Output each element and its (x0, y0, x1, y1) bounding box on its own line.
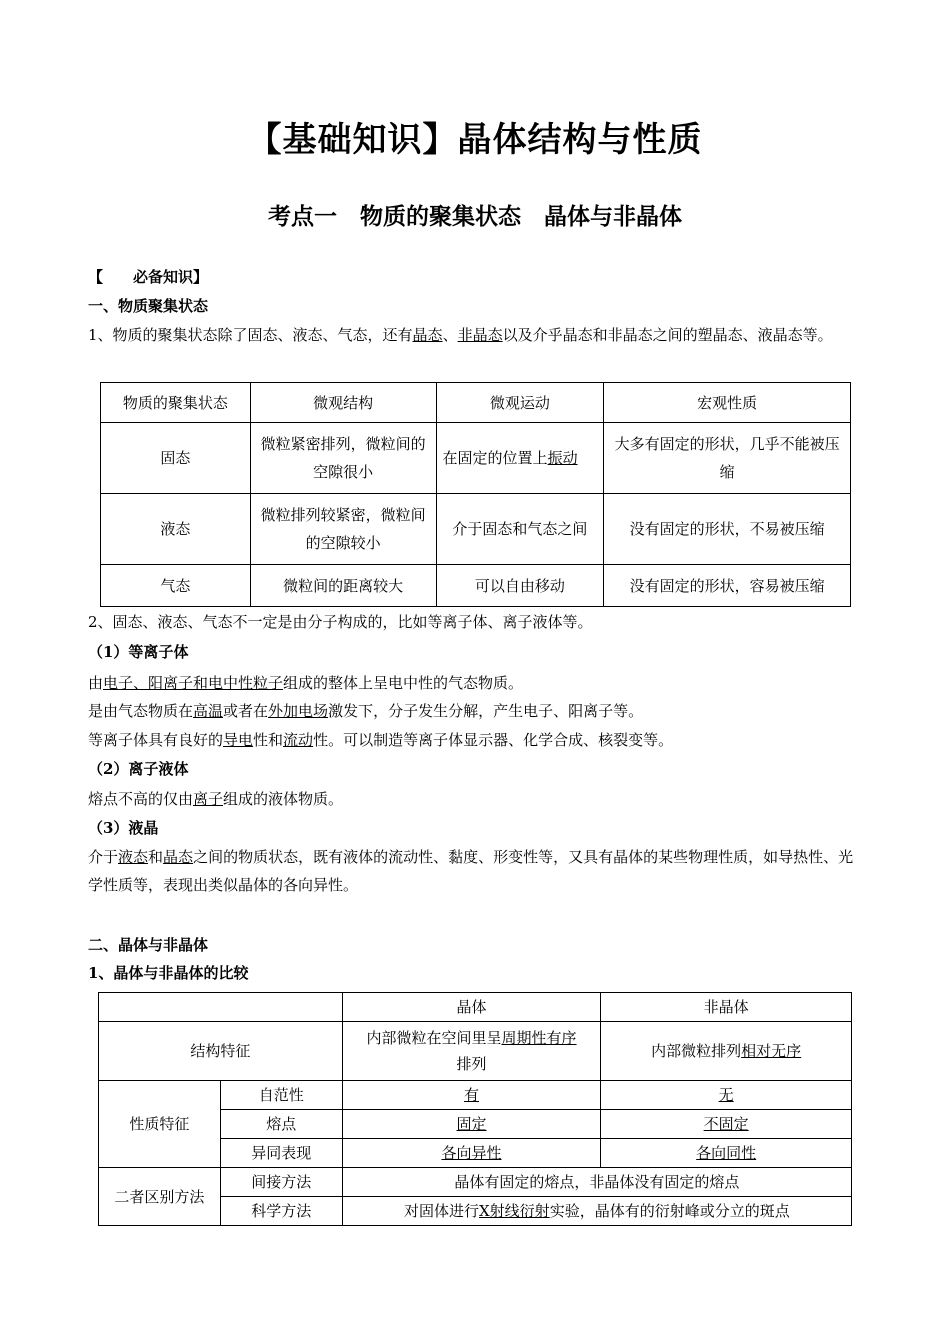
table-cell: 结构特征 (99, 1022, 343, 1081)
table-row (99, 1022, 852, 1081)
plasma-line-1: 由电子、阳离子和电中性粒子组成的整体上呈电中性的气态物质。 (88, 674, 524, 692)
table-header-cell: 微观运动 (436, 383, 604, 423)
paragraph-2: 2、固态、液态、气态不一定是由分子构成的，比如等离子体、离子液体等。 (88, 613, 593, 631)
table-cell: 可以自由移动 (436, 565, 604, 607)
paragraph-1: 1、物质的聚集状态除了固态、液态、气态，还有晶态、非晶态以及介乎晶态和非晶态之间的塑晶态、液晶态等。 (88, 326, 833, 344)
states-table (100, 382, 851, 607)
table-header-cell: 宏观性质 (604, 383, 851, 423)
table-cell: 固态 (101, 423, 251, 494)
liquid-crystal-paragraph: 介于液态和晶态之间的物质状态，既有液体的流动性、黏度、形变性等，又具有晶体的某些物理性质，如导热性、光学性质等，表现出类似晶体的各向异性。 (88, 848, 854, 894)
table-cell: 在固定的位置上振动 (436, 423, 604, 494)
table-header-cell: 微观结构 (250, 383, 436, 423)
subheading-plasma: （1）等离子体 (88, 643, 189, 661)
table-cell: 微粒间的距离较大 (250, 565, 436, 607)
table-cell: 异同表现 (220, 1139, 342, 1168)
table-cell: 自范性 (220, 1081, 342, 1110)
table-cell: 各向同性 (601, 1139, 852, 1168)
plasma-line-2: 是由气态物质在高温或者在外加电场激发下，分子发生分解，产生电子、阳离子等。 (88, 702, 644, 720)
table-cell: 各向异性 (342, 1139, 601, 1168)
ionic-liquid-line: 熔点不高的仅由离子组成的液体物质。 (88, 790, 344, 808)
table-cell: 无 (601, 1081, 852, 1110)
table-cell: 有 (342, 1081, 601, 1110)
plasma-line-3: 等离子体具有良好的导电性和流动性。可以制造等离子体显示器、化学合成、核裂变等。 (88, 731, 674, 749)
table-row (101, 565, 851, 607)
table-cell: 气态 (101, 565, 251, 607)
table-cell: 没有固定的形状，容易被压缩 (604, 565, 851, 607)
table-header-cell: 晶体 (342, 993, 601, 1022)
table-cell: 微粒紧密排列，微粒间的空隙很小 (250, 423, 436, 494)
table-cell: 液态 (101, 494, 251, 565)
table-cell: 固定 (342, 1110, 601, 1139)
section-bracket-label: 【 必备知识】 (88, 268, 209, 286)
table-cell: 大多有固定的形状，几乎不能被压缩 (604, 423, 851, 494)
table-cell: 二者区别方法 (99, 1168, 221, 1226)
page-title: 【基础知识】晶体结构与性质 (247, 120, 703, 160)
table-cell: 间接方法 (220, 1168, 342, 1197)
table-cell: 性质特征 (99, 1081, 221, 1168)
table-header-cell: 物质的聚集状态 (101, 383, 251, 423)
table-header-cell (99, 993, 343, 1022)
table-cell: 微粒排列较紧密，微粒间的空隙较小 (250, 494, 436, 565)
table-header-cell: 非晶体 (601, 993, 852, 1022)
table-cell: 介于固态和气态之间 (436, 494, 604, 565)
table-row (101, 423, 851, 494)
table-cell: 不固定 (601, 1110, 852, 1139)
table-cell: 科学方法 (220, 1197, 342, 1226)
table-cell: 晶体有固定的熔点，非晶体没有固定的熔点 (342, 1168, 851, 1197)
table-header-row (99, 993, 852, 1022)
table-cell: 内部微粒排列相对无序 (601, 1022, 852, 1081)
table-cell: 对固体进行X射线衍射实验，晶体有的衍射峰或分立的斑点 (342, 1197, 851, 1226)
table-cell: 内部微粒在空间里呈周期性有序 排列 (342, 1022, 601, 1081)
subheading-liquid-crystal: （3）液晶 (88, 819, 159, 837)
subheading-ionic-liquid: （2）离子液体 (88, 760, 189, 778)
table-row (99, 1081, 852, 1110)
table-row (101, 494, 851, 565)
table-cell: 没有固定的形状，不易被压缩 (604, 494, 851, 565)
section-heading-2: 二、晶体与非晶体 (88, 936, 209, 954)
page-subtitle: 考点一 物质的聚集状态 晶体与非晶体 (268, 203, 682, 230)
table-cell: 熔点 (220, 1110, 342, 1139)
table-header-row (101, 383, 851, 423)
crystal-comparison-table (98, 992, 852, 1226)
section-heading-1: 一、物质聚集状态 (88, 297, 209, 315)
table-row (99, 1168, 852, 1197)
subheading-comparison: 1、晶体与非晶体的比较 (88, 964, 249, 982)
